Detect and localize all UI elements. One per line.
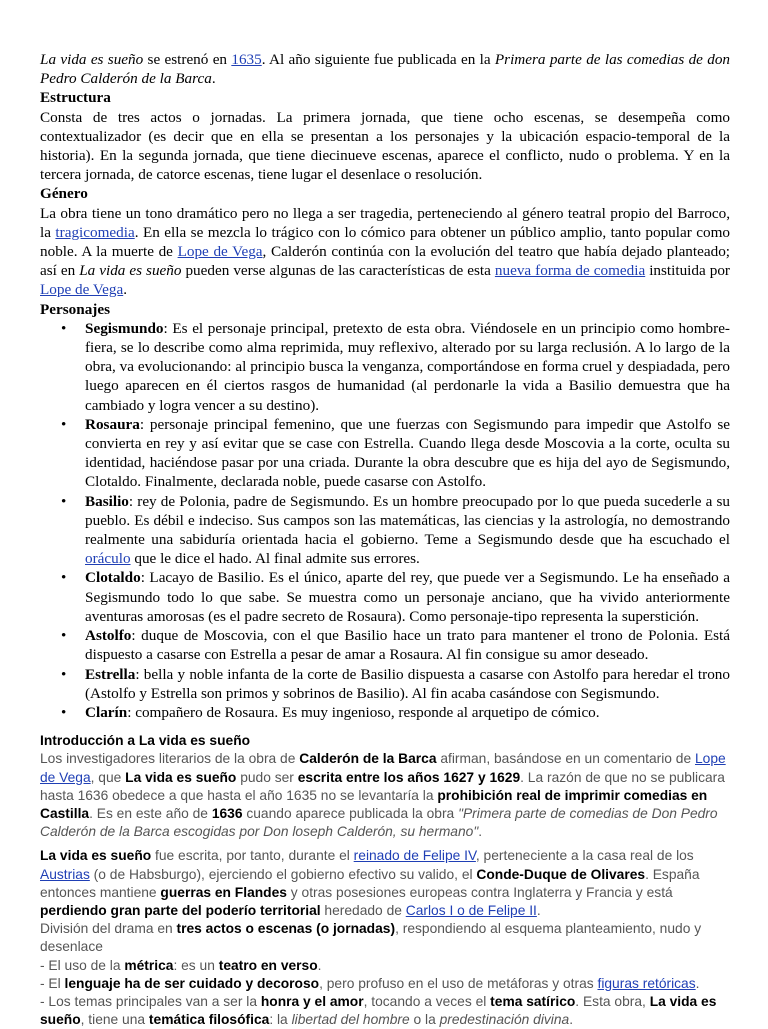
lenguaje-paragraph: - El lenguaje ha de ser cuidado y decoroso, pero profuso en el uso de metáforas y otras figuras retóricas. [40,975,700,991]
character-name: Segismundo [85,319,164,337]
document-page [40,50,730,1029]
link-reinado-felipe-iv[interactable]: reinado de Felipe IV [353,848,476,864]
division-paragraph: División del drama en tres actos o escenas (o jornadas), respondiendo al esquema planteamiento, nudo y desenlace [40,921,702,955]
list-item: • Clotaldo: Lacayo de Basilio. Es el único, aparte del rey, que puede ver a Segismundo. Le ha enseñado a Segismundo todo lo que sabe. Se muestra como un personaje anciano, que ha vivido anteriormente aventuras amorosas (es el padre secreto de Rosaura). Como personaje-tipo representa la superstición. [85,568,730,626]
character-name: Clarín [85,703,128,721]
metrica-paragraph: - El uso de la métrica: es un teatro en verso. [40,957,322,973]
link-lope-de-vega-3[interactable]: Lope de Vega [40,751,726,785]
intro-paragraph: La vida es sueño se estrenó en 1635. Al año siguiente fue publicada en la Primera parte de las comedias de don Pedro Calderón de la Barca. [40,51,731,88]
list-item: • Basilio: rey de Polonia, padre de Segismundo. Es un hombre preocupado por lo que pueda sucederle a su pueblo. Es débil e indeciso. Sus campos son las matemáticas, las ciencias y la astrología, no demostrando realmente una sabiduría orientada hacia el gobierno. Teme a Segismundo desde que ha escuchado el oráculo que le dice el hado. Al final admite sus errores. [85,492,730,569]
serif-section [40,50,730,722]
link-figuras-retoricas[interactable]: figuras retóricas [597,975,696,991]
publication-title: Primera parte de las comedias de don Pedro Calderón de la Barca [40,51,731,88]
list-item: • Estrella: bella y noble infanta de la corte de Basilio dispuesta a casarse con Astolfo para heredar el trono (Astolfo y Estrella son primos y sobrinos de Basilio). Al fin acaba casándose con Segismundo. [85,665,730,703]
link-oraculo[interactable]: oráculo [85,550,131,568]
link-nueva-forma-de-comedia[interactable]: nueva forma de comedia [494,262,646,280]
link-lope-de-vega-2[interactable]: Lope de Vega [40,281,124,299]
link-tragicomedia[interactable]: tragicomedia [55,223,135,241]
link-1635[interactable]: 1635 [231,51,262,68]
work-title: La vida es sueño [40,51,144,68]
characters-list [40,319,730,722]
heading-introduccion: Introducción a La vida es sueño [40,733,251,749]
link-austrias[interactable]: Austrias [40,866,90,882]
character-name: Clotaldo [85,569,141,587]
introduccion-paragraph: Los investigadores literarios de la obra de Calderón de la Barca afirman, basándose en un comentario de Lope de Vega, que La vida es sueño pudo ser escrita entre los años 1627 y 1629. La razón de que no se publicara hasta 1636 obedece a que hasta el año 1635 no se levantaría la prohibición real de imprimir comedias en Castilla. Es en este año de 1636 cuando aparece publicada la obra "Primera parte de comedias de Don Pedro Calderón de la Barca escogidas por Don loseph Calderón, su hermano". [40,751,726,840]
estructura-paragraph: Consta de tres actos o jornadas. La primera jornada, que tiene ocho escenas, se desempeña como contextualizador (es decir que en ella se presentan a los personajes y la ubicación espacio-temporal de la historia). En la segunda jornada, que tiene diecinueve escenas, aparece el conflicto, nudo o problema. Y en la tercera jornada, de catorce escenas, tiene lugar el desenlace o resolución. [40,108,730,184]
sans-section [40,732,730,1029]
character-name: Astolfo [85,627,132,645]
link-carlos-i-felipe-ii[interactable]: Carlos I o de Felipe II [405,902,537,918]
heading-genero: Género [40,185,88,203]
heading-estructura: Estructura [40,89,111,107]
contexto-paragraph: La vida es sueño fue escrita, por tanto, durante el reinado de Felipe IV, perteneciente a la casa real de los Austrias (o de Habsburgo), ejerciendo el gobierno efectivo su valido, el Conde-Duque de Olivares. España entonces mantiene guerras en Flandes y otras posesiones europeas contra Inglaterra y Francia y está perdiendo gran parte del poderío territorial heredado de Carlos I o de Felipe II. [40,848,700,918]
genero-paragraph: La obra tiene un tono dramático pero no llega a ser tragedia, perteneciendo al género teatral propio del Barroco, la tragicomedia. En ella se mezcla lo trágico con lo cómico para obtener un público amplio, tanto popular como noble. A la muerte de Lope de Vega, Calderón continúa con la evolución del teatro que había dejado planteado; así en La vida es sueño pueden verse algunas de las características de esta nueva forma de comedia instituida por Lope de Vega. [40,204,731,299]
temas-paragraph: - Los temas principales van a ser la honra y el amor, tocando a veces el tema satírico. Esta obra, La vida es sueño, tiene una temática filosófica: la libertad del hombre o la predestinación divina. [40,993,717,1028]
character-name: Estrella [85,665,136,683]
heading-personajes: Personajes [40,300,111,318]
character-name: Rosaura [85,415,140,433]
list-item: • Segismundo: Es el personaje principal, pretexto de esta obra. Viéndosele en un principio como hombre-fiera, se lo describe como alma reprimida, muy reflexivo, alterado por su larga reclusión. A lo largo de la obra, va evolucionando: al principio busca la venganza, comportándose en forma cruel y despiadada, pero luego aparecen en él ciertos rasgos de humanidad (al perdonarle la vida a Basilio demuestra que ha cambiado y logra vencer a su destino). [85,319,730,415]
list-item: • Clarín: compañero de Rosaura. Es muy ingenioso, responde al arquetipo de cómico. [85,703,730,722]
link-lope-de-vega[interactable]: Lope de Vega [177,243,263,261]
list-item: • Rosaura: personaje principal femenino, que une fuerzas con Segismundo para impedir que Astolfo se convierta en rey y así evitar que se case con Estrella. Cuando llega desde Moscovia a la corte, oculta su identidad, haciéndose pasar por una criada. Durante la obra descubre que es hija del ayo de Segismundo, Clotaldo. Finalmente, declarada noble, puede casarse con Astolfo. [85,415,730,492]
list-item: • Astolfo: duque de Moscovia, con el que Basilio hace un trato para mantener el trono de Polonia. Está dispuesto a casarse con Estrella a pesar de amar a Rosaura. Al fin consigue su amor deseado. [85,626,730,664]
character-name: Basilio [85,492,129,510]
